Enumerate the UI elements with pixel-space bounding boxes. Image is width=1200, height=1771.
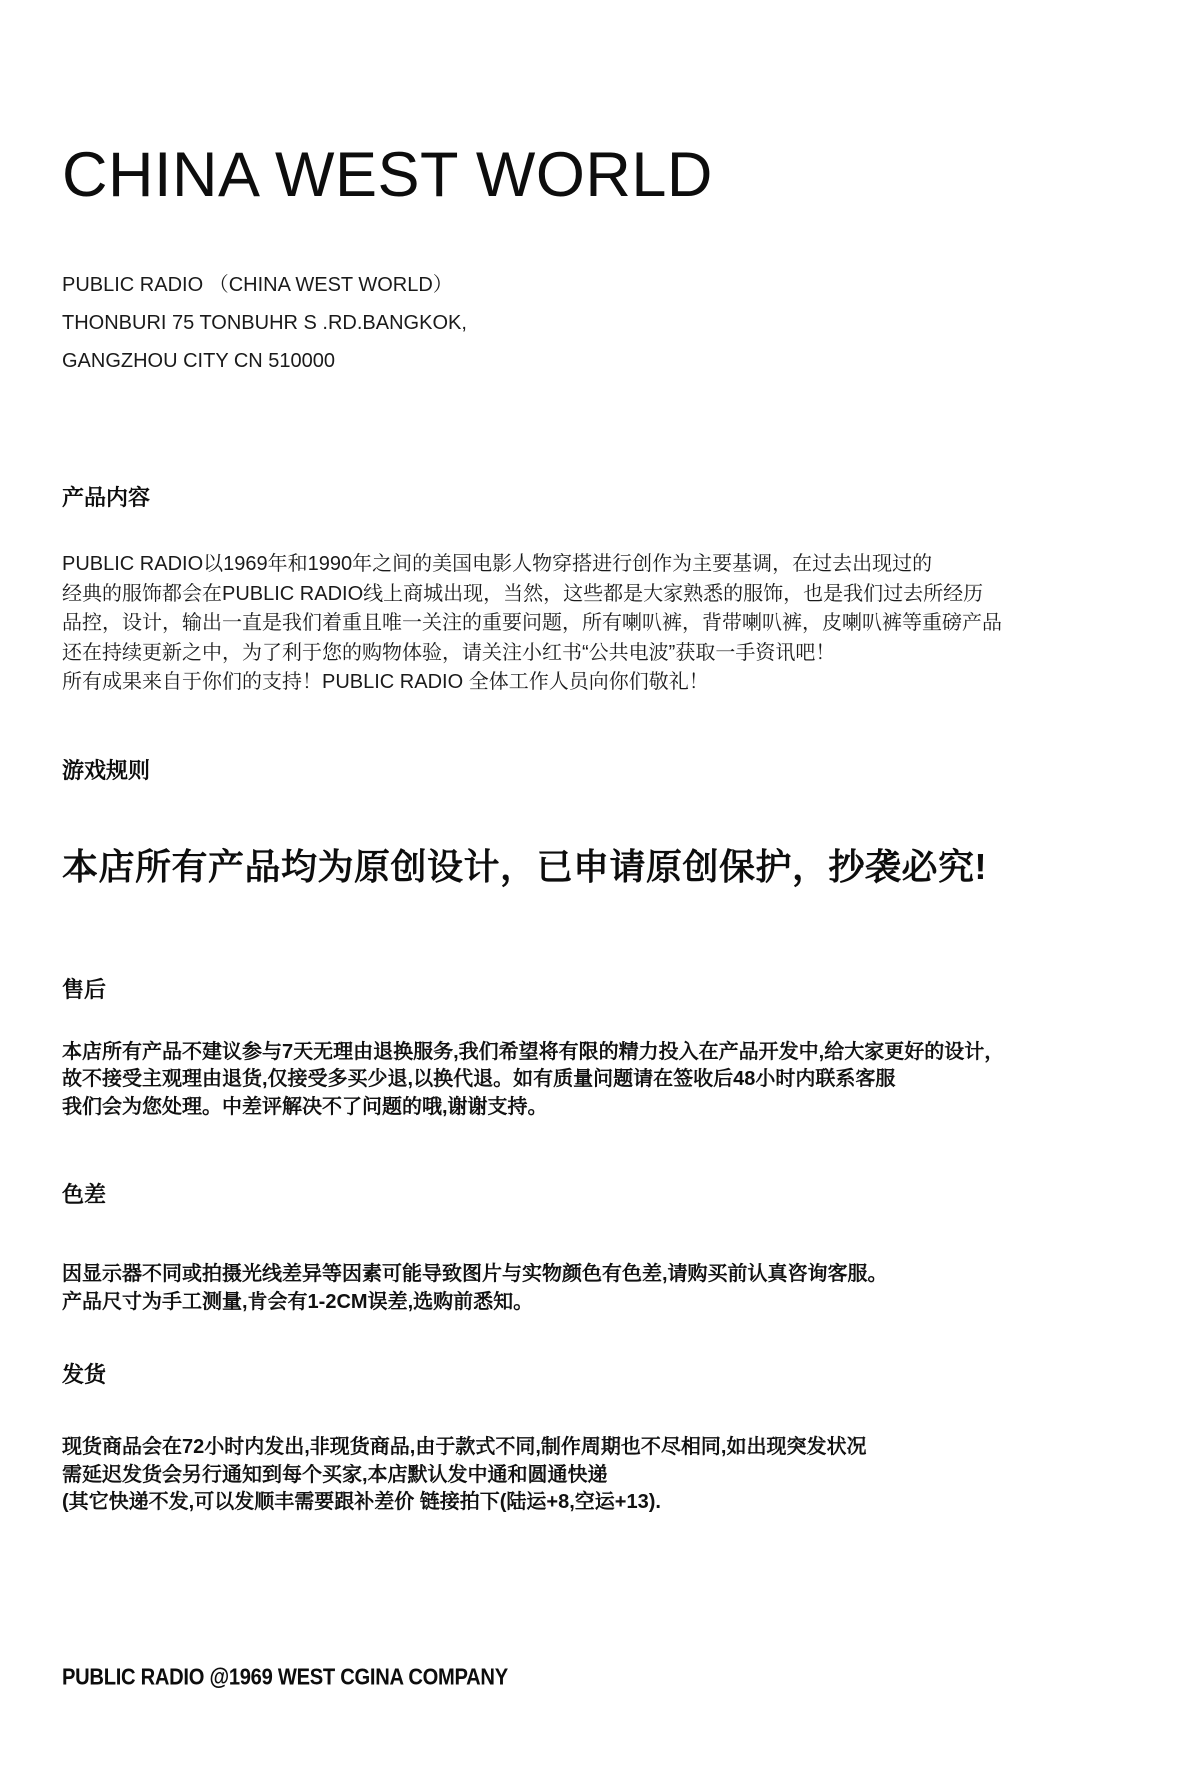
paragraph-line: 品控，设计，输出一直是我们着重且唯一关注的重要问题，所有喇叭裤，背带喇叭裤，皮喇叭裤等重磅产品	[62, 612, 1002, 634]
paragraph-line: (其它快递不发,可以发顺丰需要跟补差价 链接拍下(陆运+8,空运+13).	[62, 1491, 661, 1513]
original-design-statement: 本店所有产品均为原创设计，已申请原创保护，抄袭必究!	[62, 845, 987, 887]
brand-title: CHINA WEST WORLD	[62, 140, 713, 210]
section-heading-aftersale: 售后	[62, 976, 107, 1002]
paragraph-line: 我们会为您处理。中差评解决不了问题的哦,谢谢支持。	[62, 1095, 548, 1118]
section-heading-color-difference: 色差	[62, 1182, 107, 1207]
paragraph-line: 现货商品会在72小时内发出,非现货商品,由于款式不同,制作周期也不尽相同,如出现突发状况	[62, 1436, 867, 1458]
product-paragraph	[62, 550, 1140, 698]
address-line: PUBLIC RADIO （CHINA WEST WORLD）	[62, 274, 453, 296]
color-difference-paragraph	[62, 1261, 1140, 1316]
paragraph-line: 因显示器不同或拍摄光线差异等因素可能导致图片与实物颜色有色差,请购买前认真咨询客服。	[62, 1263, 888, 1285]
section-heading-shipping: 发货	[62, 1362, 107, 1387]
paragraph-line: 故不接受主观理由退货,仅接受多买少退,以换代退。如有质量问题请在签收后48小时内联系客服	[62, 1068, 896, 1090]
paragraph-line: 经典的服饰都会在PUBLIC RADIO线上商城出现，当然，这些都是大家熟悉的服饰，也是我们过去所经历	[62, 582, 984, 605]
address-line: GANGZHOU CITY CN 510000	[62, 350, 336, 372]
section-heading-product: 产品内容	[62, 485, 151, 510]
address-block	[62, 266, 1140, 380]
address-line: THONBURI 75 TONBUHR S .RD.BANGKOK,	[62, 312, 467, 334]
paragraph-line: 本店所有产品不建议参与7天无理由退换服务,我们希望将有限的精力投入在产品开发中,给大家更好的设计，	[62, 1040, 1005, 1063]
paragraph-line: 所有成果来自于你们的支持！PUBLIC RADIO 全体工作人员向你们敬礼！	[62, 671, 709, 693]
paragraph-line: 还在持续更新之中，为了利于您的购物体验，请关注小红书“公共电波”获取一手资讯吧！	[62, 641, 836, 664]
paragraph-line: 产品尺寸为手工测量,肯会有1-2CM误差,选购前悉知。	[62, 1290, 534, 1313]
paragraph-line: 需延迟发货会另行通知到每个买家,本店默认发中通和圆通快递	[62, 1463, 608, 1486]
section-heading-rules: 游戏规则	[62, 757, 151, 783]
aftersale-paragraph	[62, 1039, 1140, 1122]
paragraph-line: PUBLIC RADIO以1969年和1990年之间的美国电影人物穿搭进行创作为主要基调，在过去出现过的	[62, 553, 933, 575]
footer-brand-line: PUBLIC RADIO @1969 WEST CGINA COMPANY	[62, 1665, 508, 1690]
shipping-paragraph	[62, 1434, 1140, 1517]
